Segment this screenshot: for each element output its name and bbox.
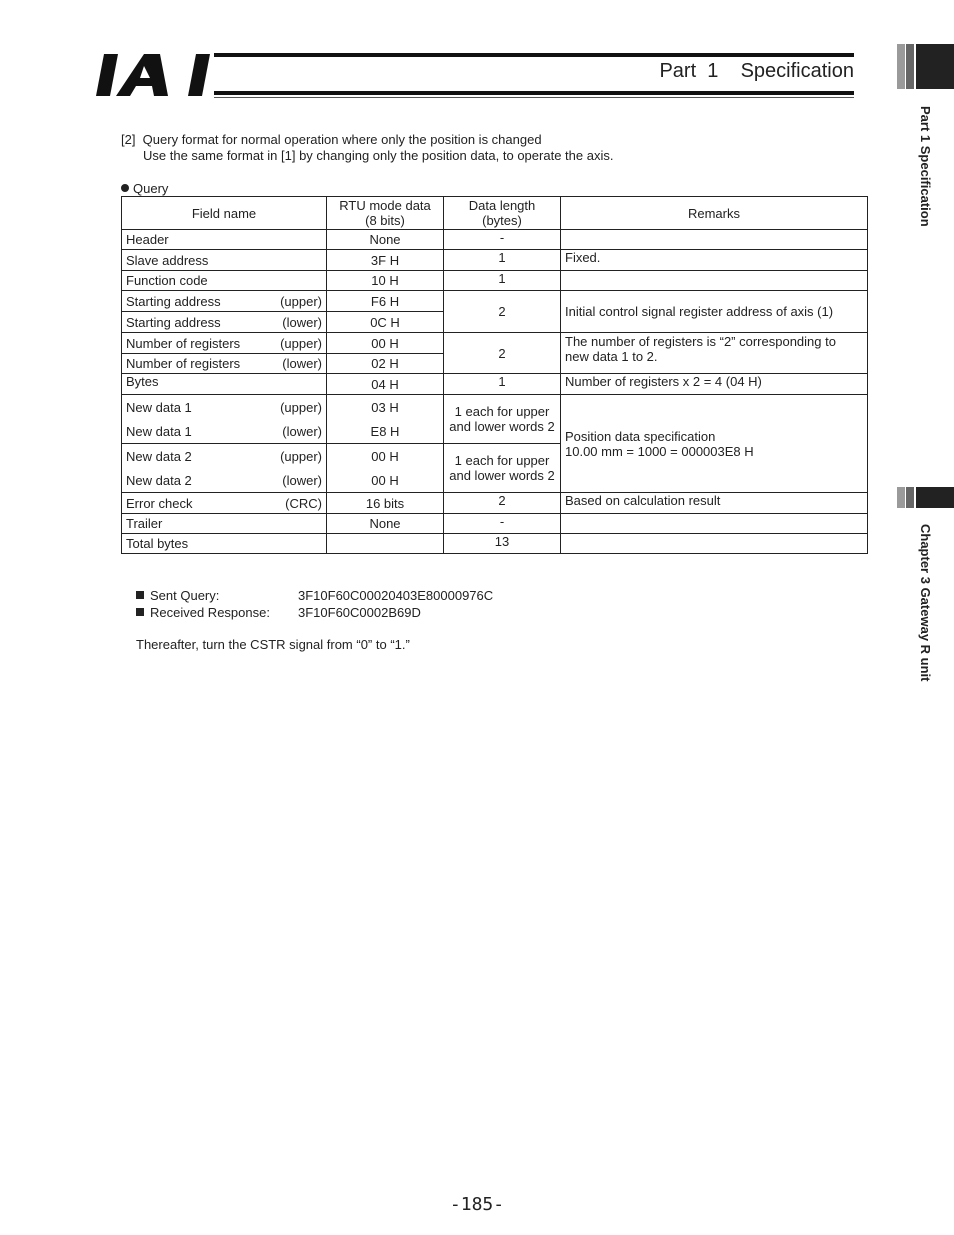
col-header-rtu: RTU mode data (8 bits) xyxy=(327,197,444,230)
table-row: Bytes 04 H 1 Number of registers x 2 = 4 (04 H) xyxy=(122,374,868,395)
table-header-row xyxy=(122,197,868,230)
sent-query-value: 3F10F60C00020403E80000976C xyxy=(298,588,494,603)
table-row: New data 2 (upper) New data 2 (lower) 00 H 00 H 1 each for upper and lower words 2 xyxy=(122,444,868,493)
table-row: Starting address (upper) F6 H 2 Initial control signal register address of axis (1) xyxy=(122,291,868,312)
received-response-line xyxy=(136,605,270,620)
table-row: Number of registers (lower) 02 H xyxy=(122,354,868,374)
header-rule-thin xyxy=(214,97,854,98)
col-header-field: Field name xyxy=(122,197,327,230)
sent-query-label: Sent Query: xyxy=(150,588,220,603)
table-row: Slave address 3F H 1 Fixed. xyxy=(122,250,868,271)
square-bullet-icon xyxy=(136,591,144,599)
bullet-icon xyxy=(121,184,129,192)
thereafter-note: Thereafter, turn the CSTR signal from “0” to “1.” xyxy=(136,637,410,652)
table-row: New data 1 (upper) New data 1 (lower) 03 H E8 H 1 each for upper and lower words 2 Position data specification 10.00 mm = 1000 = 000003E8 H xyxy=(122,395,868,444)
table-row: Error check (CRC) 16 bits 2 Based on calculation result xyxy=(122,493,868,514)
header-rule-bottom xyxy=(214,91,854,95)
received-response-label: Received Response: xyxy=(150,605,270,620)
side-tab-part-label: Part 1 Specification xyxy=(918,106,933,227)
table-row: Total bytes 13 xyxy=(122,534,868,554)
query-table xyxy=(121,196,868,554)
table-row: Number of registers (upper) 00 H 2 The number of registers is “2” corresponding to new data 1 to 2. xyxy=(122,333,868,354)
table-row: Trailer None - xyxy=(122,514,868,534)
side-tab-chapter-label: Chapter 3 Gateway R unit xyxy=(918,524,933,682)
table-row: Function code 10 H 1 xyxy=(122,271,868,291)
query-label: Query xyxy=(121,181,168,196)
table-row: Header None - xyxy=(122,230,868,250)
page-title: Part 1 Specification xyxy=(659,60,854,82)
intro-line-2: Use the same format in [1] by changing only the position data, to operate the axis. xyxy=(143,148,614,163)
square-bullet-icon xyxy=(136,608,144,616)
iai-logo xyxy=(96,52,214,98)
side-tab-chapter xyxy=(897,487,954,508)
side-tab-part xyxy=(897,44,954,89)
sent-query-line xyxy=(136,588,219,603)
header-rule-top xyxy=(214,53,854,57)
page-number: -185- xyxy=(449,1194,505,1215)
intro-line-1: [2] Query format for normal operation where only the position is changed xyxy=(121,132,542,147)
received-response-value: 3F10F60C0002B69D xyxy=(298,605,421,620)
col-header-remarks: Remarks xyxy=(561,197,868,230)
col-header-length: Data length (bytes) xyxy=(444,197,561,230)
table-row: Starting address (lower) 0C H xyxy=(122,312,868,333)
